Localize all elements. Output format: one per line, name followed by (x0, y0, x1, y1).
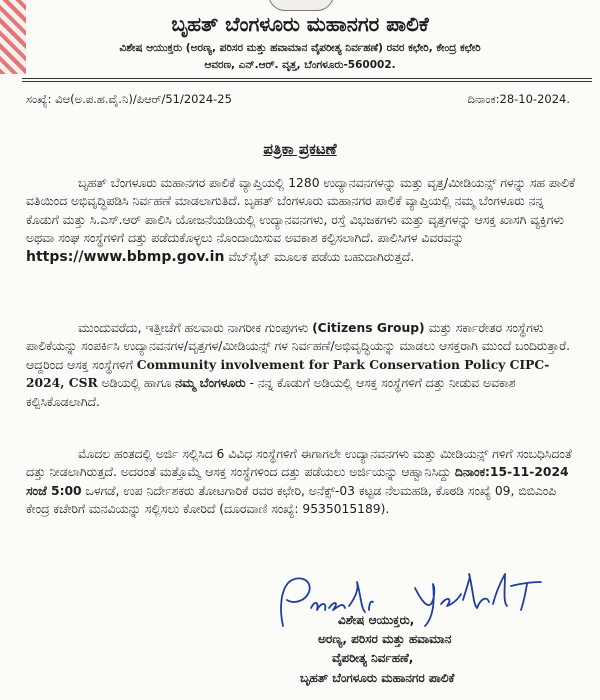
letter-date: ದಿನಾಂಕ:28-10-2024. (467, 92, 570, 106)
namma-bengaluru-label: ನಮ್ಮ ಬೆಂಗಳೂರು (175, 376, 246, 391)
paragraph-2-text: ಮುಂದುವರೆದು, ಇತ್ತೀಚೆಗೆ ಹಲವಾರು ನಾಗರೀಕ ಗುಂಪುಗಳು (78, 321, 309, 335)
paragraph-3 (26, 445, 580, 519)
paragraph-2-tail: - ನನ್ನ ಕೊಡುಗೆ ಅಡಿಯಲ್ಲಿ ಆಸಕ್ತ ಸಂಸ್ಥೆಗಳಿಗೆ ದತ್ತು ನೀಡುವ ಅವಕಾಶ ಕಲ್ಪಿಸಿಕೊಡಲಾಗಿದೆ. (26, 376, 516, 409)
reference-number: ಸಂಖ್ಯೆ: ವಿಆ(ಅ.ಪ.ಹ.ವೈ.ನಿ)/ಪಿಆರ್/51/2024-25 (26, 92, 232, 106)
header-rule-bottom (22, 81, 592, 82)
paragraph-1-tail: ವೆಬ್‌ಸೈಟ್ ಮೂಲಕ ಪಡೆಯ ಬಹುದಾಗಿರುತ್ತದೆ. (228, 249, 415, 264)
paragraph-3-text: ಮೊದಲ ಹಂತದಲ್ಲಿ ಅರ್ಜಿ ಸಲ್ಲಿಸಿದ 6 ವಿವಿಧ ಸಂಸ್ಥೆಗಳಿಗೆ ಈಗಾಗಲೇ ಉದ್ಯಾನವನಗಳು ಮತ್ತು ಮೀಡಿಯನ್ಸ್ ಗಳಿಗೆ ಸಂಬಧಿಸಿದಂತೆ ದತ್ತು ನೀಡಲಾಗಿರುತ್ತದೆ. ಅದರಂತೆ ಮತ್ತೊಮ್ಮೆ ಆಸಕ್ತ ಸಂಸ್ಥೆಗಳಿಂದ ದತ್ತು ಪಡೆಯಲು ಅರ್ಜಿಯನ್ನು ಆಹ್ವಾನಿಸಿದ್ದು (26, 447, 572, 480)
paragraph-1 (26, 174, 580, 266)
application-deadline: ದಿನಾಂಕ:15-11-2024 ಸಂಜೆ 5:00 (26, 465, 569, 498)
office-address-line-2: ಆವರಣ, ಎನ್.ಆರ್. ವೃತ್ತ, ಬೆಂಗಳೂರು-560002. (204, 59, 396, 71)
paragraph-3-tail: ಒಳಗಡೆ, ಉಪ ನಿರ್ದೇಶಕರು ತೋಟಗಾರಿಕೆ ರವರ ಕಛೇರಿ, ಅನೆಕ್ಸ್-03 ಕಟ್ಟಡ ನೆಲಮಹಡಿ, ಕೊಠಡಿ ಸಂಖ್ಯೆ 09, ಬಿಬಿಎಂಪಿ ಕೇಂದ್ರ ಕಚೇರಿಗೆ ಮನವಿಯನ್ನು ಸಲ್ಲಿಸಲು ಕೋರಿದೆ (ದೂರವಾಣಿ ಸಂಖ್ಯೆ: 9535015189). (26, 483, 557, 517)
emblem-seal (268, 0, 334, 11)
website-link[interactable]: https://www.bbmp.gov.in (26, 248, 225, 265)
designation-line-2: ಅರಣ್ಯ, ಪರಿಸರ ಮತ್ತು ಹವಾಮಾನ (318, 632, 452, 646)
citizens-group-label: (Citizens Group) (312, 321, 425, 335)
press-release-title: ಪತ್ರಿಕಾ ಪ್ರಕಟಣೆ (263, 140, 337, 158)
header-rule-top (22, 78, 592, 79)
letterhead-title: ಬೃಹತ್ ಬೆಂಗಳೂರು ಮಹಾನಗರ ಪಾಲಿಕೆ (171, 12, 429, 36)
policy-name: Community involvement for Park Conservation Policy CIPC-2024, CSR (26, 356, 550, 391)
designation-line-1: ವಿಶೇಷ ಆಯುಕ್ತರು, (338, 613, 415, 627)
paragraph-1-text: ಬೃಹತ್ ಬೆಂಗಳೂರು ಮಹಾನಗರ ಪಾಲಿಕೆ ವ್ಯಾಪ್ತಿಯಲ್ಲಿ 1280 ಉದ್ಯಾನವನಗಳನ್ನು ಮತ್ತು ವೃತ್ತ/ಮೀಡಿಯನ್ಸ್ ಗಳನ್ನು ಸಹ ಪಾಲಿಕೆ ವತಿಯಿಂದ ಅಭಿವೃದ್ಧಿಪಡಿಸಿ ನಿರ್ವಹಣೆ ಮಾಡಲಾಗುತಿದೆ. ಬೃಹತ್ ಬೆಂಗಳೂರು ಮಹಾನಗರ ಪಾಲಿಕೆ ವ್ಯಾಪ್ತಿಯಲ್ಲಿ ನಮ್ಮ ಬೆಂಗಳೂರು ನನ್ನ ಕೊಡುಗೆ ಮತ್ತು ಸಿ.ಎಸ್.ಆರ್ ಪಾಲಿಸಿ ಯೋಜನೆಯಡಿಯಲ್ಲಿ ಉದ್ಯಾನವನಗಳು, ರಸ್ತೆ ವಿಭಜಕಗಳು ಮತ್ತು ವೃತ್ತಗಳನ್ನು ಆಸಕ್ತ ಖಾಸಗಿ ವ್ಯಕ್ತಿಗಳು ಅಥವಾ ಸಂಘ ಸಂಸ್ಥೆಗಳಿಗೆ ದತ್ತು ಪಡೆದುಕೊಳ್ಳಲು ನೊಂದಾಯಿಸುವ ಅವಕಾಶ ಕಲ್ಪಿಸಲಾಗಿದೆ. ಪಾಲಿಸಿಗಳ ವಿವರವನ್ನು (26, 176, 575, 246)
paragraph-2-middle: ಮತ್ತು ಸರ್ಕಾರೇತರ ಸಂಸ್ಥೆಗಳು ಪಾಲಿಕೆಯನ್ನು ಸಂಪರ್ಕಿಸಿ ಉದ್ಯಾನವನಗಳ/ವೃತ್ತಗಳ/ಮೀಡಿಯನ್ಸ್ ಗಳ ನಿರ್ವಹಣೆ/ಅಭಿವೃದ್ಧಿಯನ್ನು ಮಾಡಲು ಆಸಕ್ತರಾಗಿ ಮುಂದೆ ಬಂದಿರುತ್ತಾರೆ. ಆದ್ದರಿಂದ ಆಸಕ್ತ ಸಂಸ್ಥೆಗಳಿಗೆ (26, 321, 571, 372)
paragraph-2-connector: ಅಡಿಯಲ್ಲಿ ಹಾಗೂ (101, 376, 172, 391)
office-address-line-1: ವಿಶೇಷ ಆಯುಕ್ತರು (ಅರಣ್ಯ, ಪರಿಸರ ಮತ್ತು ಹವಾಮಾನ ವೈಪರೀತ್ಯ ನಿರ್ವಹಣೆ) ರವರ ಕಛೇರಿ, ಕೇಂದ್ರ ಕಛೇರಿ (119, 42, 481, 54)
paragraph-2 (26, 319, 580, 411)
designation-line-4: ಬೃಹತ್ ಬೆಂಗಳೂರು ಮಹಾನಗರ ಪಾಲಿಕೆ (300, 671, 455, 685)
designation-line-3: ವೈಪರೀತ್ಯ ನಿರ್ವಹಣೆ, (332, 651, 414, 665)
signature (265, 568, 565, 638)
